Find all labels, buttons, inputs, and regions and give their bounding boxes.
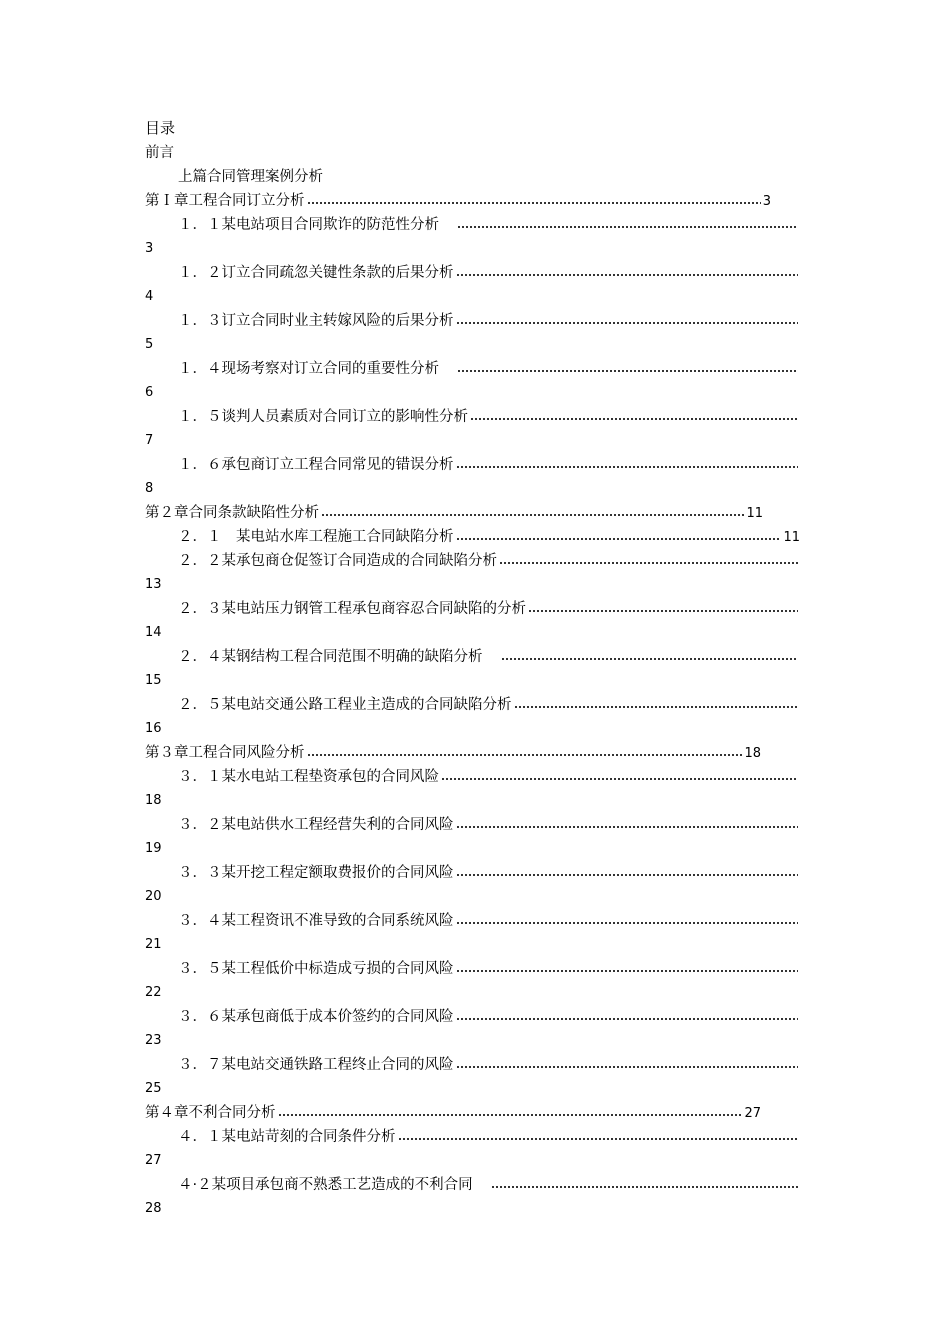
dot-leader: [307, 754, 743, 756]
toc-section-title: ３．２某电站供水工程经营失利的合同风险: [178, 817, 454, 833]
table-of-contents: [145, 115, 805, 1221]
toc-section-2-3: [145, 597, 800, 621]
toc-section-title: ３．１某水电站工程垫资承包的合同风险: [178, 769, 439, 785]
toc-page-number: 20: [145, 889, 162, 904]
toc-page-number: 27: [744, 1106, 761, 1121]
toc-section-2-1: [145, 525, 800, 549]
dot-leader: [457, 370, 798, 372]
toc-section-title: １．６承包商订立工程合同常见的错误分析: [178, 457, 454, 473]
dot-leader: [456, 874, 799, 876]
toc-section-title: １．４现场考察对订立合同的重要性分析: [178, 361, 439, 377]
toc-chapter-title: 第Ｉ章工程合同订立分析: [145, 193, 305, 209]
toc-section-title: ２．４某钢结构工程合同范围不明确的缺陷分析: [178, 649, 483, 665]
toc-page-number: 11: [746, 506, 763, 521]
toc-page-number: 18: [744, 746, 761, 761]
toc-section-3-1: [145, 765, 800, 789]
toc-chapter-title: 第２章合同条款缺陷性分析: [145, 505, 319, 521]
dot-leader: [501, 658, 799, 660]
dot-leader: [456, 970, 799, 972]
dot-leader: [321, 514, 744, 516]
toc-page-number: 3: [762, 194, 771, 209]
dot-leader: [514, 706, 799, 708]
toc-section-3-5: [145, 957, 800, 981]
toc-chapter-title: 第３章工程合同风险分析: [145, 745, 305, 761]
toc-page-number: 18: [145, 793, 162, 808]
dot-leader: [456, 322, 799, 324]
toc-page-number: 23: [145, 1033, 162, 1048]
toc-page-number: 5: [145, 337, 154, 352]
toc-section-title: ２．５某电站交通公路工程业主造成的合同缺陷分析: [178, 697, 512, 713]
toc-section-1-3: [145, 309, 800, 333]
toc-page-number: 14: [145, 625, 162, 640]
toc-section-1-2: [145, 261, 800, 285]
toc-chapter-1: [145, 189, 771, 213]
toc-section-title: ３．３某开挖工程定额取费报价的合同风险: [178, 865, 454, 881]
toc-section-title: １．１某电站项目合同欺诈的防范性分析: [178, 217, 439, 233]
toc-section-title: ３．５某工程低价中标造成亏损的合同风险: [178, 961, 454, 977]
toc-section-1-4: [145, 357, 800, 381]
dot-leader: [456, 1066, 799, 1068]
dot-leader: [528, 610, 798, 612]
toc-chapter-2: [145, 501, 763, 525]
dot-leader: [456, 826, 799, 828]
dot-leader: [456, 538, 782, 540]
toc-chapter-4: [145, 1101, 761, 1125]
toc-page-number: 19: [145, 841, 162, 856]
dot-leader: [456, 1018, 799, 1020]
toc-section-title: １．５谈判人员素质对合同订立的影响性分析: [178, 409, 468, 425]
toc-page-number: 11: [783, 530, 800, 545]
toc-page-number: 28: [145, 1201, 162, 1216]
dot-leader: [456, 922, 799, 924]
toc-section-3-3: [145, 861, 800, 885]
toc-section-title: ４．１某电站苛刻的合同条件分析: [178, 1129, 396, 1145]
toc-part-title: 上篇合同管理案例分析: [178, 169, 323, 185]
toc-section-3-6: [145, 1005, 800, 1029]
toc-section-2-2: [145, 549, 800, 573]
dot-leader: [491, 1186, 798, 1188]
toc-section-title: ３．７某电站交通铁路工程终止合同的风险: [178, 1057, 454, 1073]
toc-page-number: 4: [145, 289, 154, 304]
dot-leader: [456, 466, 799, 468]
toc-chapter-title: 第４章不利合同分析: [145, 1105, 276, 1121]
toc-heading: 目录: [145, 119, 176, 137]
toc-section-title: ２．３某电站压力钢管工程承包商容忍合同缺陷的分析: [178, 601, 526, 617]
toc-section-2-5: [145, 693, 800, 717]
toc-section-1-1: [145, 213, 800, 237]
toc-page-number: 25: [145, 1081, 162, 1096]
dot-leader: [456, 274, 799, 276]
toc-page-number: 21: [145, 937, 162, 952]
toc-section-1-6: [145, 453, 800, 477]
dot-leader: [441, 778, 798, 780]
toc-section-title: ３．６某承包商低于成本价签约的合同风险: [178, 1009, 454, 1025]
toc-page-number: 13: [145, 577, 162, 592]
toc-page-number: 6: [145, 385, 154, 400]
dot-leader: [307, 202, 761, 204]
toc-section-title: ３．４某工程资讯不准导致的合同系统风险: [178, 913, 454, 929]
toc-section-3-2: [145, 813, 800, 837]
toc-section-title: １．３订立合同时业主转嫁风险的后果分析: [178, 313, 454, 329]
toc-section-4-1: [145, 1125, 800, 1149]
toc-page-number: 22: [145, 985, 162, 1000]
toc-section-title: １．２订立合同疏忽关键性条款的后果分析: [178, 265, 454, 281]
toc-page-number: 27: [145, 1153, 162, 1168]
toc-page-number: 8: [145, 481, 154, 496]
toc-section-title: ２．２某承包商仓促签订合同造成的合同缺陷分析: [178, 553, 497, 569]
dot-leader: [457, 226, 798, 228]
dot-leader: [398, 1138, 799, 1140]
toc-section-title: ２．１ 某电站水库工程施工合同缺陷分析: [178, 529, 454, 545]
toc-preface: 前言: [145, 145, 174, 161]
toc-page-number: 16: [145, 721, 162, 736]
toc-section-3-4: [145, 909, 800, 933]
toc-page-number: 3: [145, 241, 154, 256]
dot-leader: [278, 1114, 743, 1116]
toc-section-2-4: [145, 645, 800, 669]
dot-leader: [499, 562, 798, 564]
toc-chapter-3: [145, 741, 761, 765]
dot-leader: [470, 418, 798, 420]
toc-section-4-2: [145, 1173, 800, 1197]
toc-section-3-7: [145, 1053, 800, 1077]
toc-page-number: 15: [145, 673, 162, 688]
toc-section-title: ４·２某项目承包商不熟悉工艺造成的不利合同: [178, 1177, 473, 1193]
toc-section-1-5: [145, 405, 800, 429]
toc-page-number: 7: [145, 433, 154, 448]
